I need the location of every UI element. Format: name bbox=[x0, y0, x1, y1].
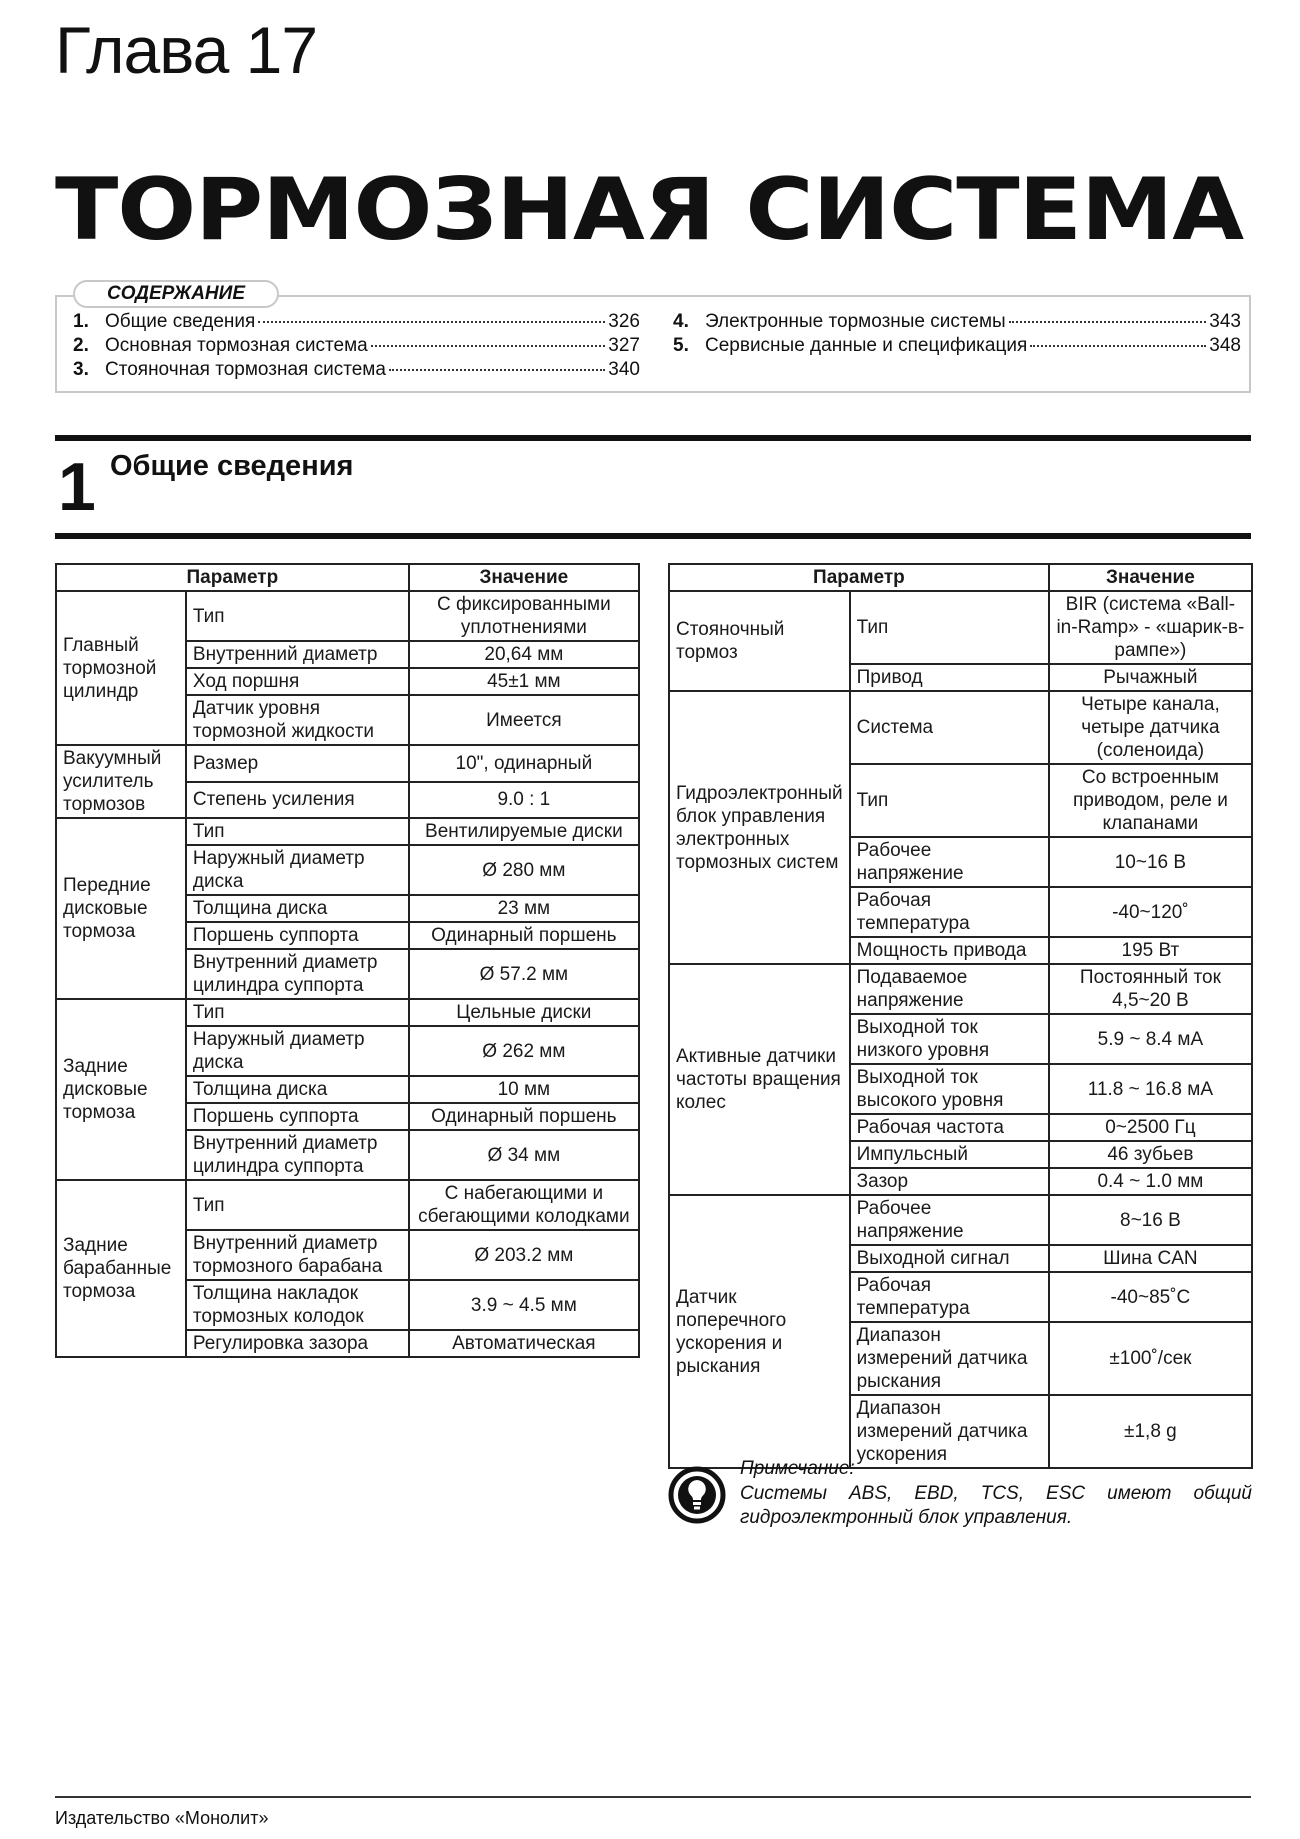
section-number: 1 bbox=[58, 449, 96, 525]
value-cell: 0~2500 Гц bbox=[1049, 1114, 1252, 1141]
param-cell: Рабочая температура bbox=[850, 1272, 1049, 1322]
note-label: Примечание: bbox=[740, 1458, 855, 1479]
param-cell: Внутренний диаметр цилиндра суппорта bbox=[186, 1130, 409, 1180]
param-cell: Поршень суппорта bbox=[186, 922, 409, 949]
param-cell: Степень усиления bbox=[186, 782, 409, 819]
group-cell: Передние дисковые тормоза bbox=[56, 818, 186, 999]
toc-entry-number: 4. bbox=[673, 311, 689, 332]
value-cell: Со встроенным приводом, реле и клапанами bbox=[1049, 764, 1252, 837]
value-cell: Ø 203.2 мм bbox=[409, 1230, 639, 1280]
toc-entry-text: Электронные тормозные системы bbox=[705, 311, 1006, 332]
param-cell: Рабочая температура bbox=[850, 887, 1049, 937]
param-cell: Диапазон измерений датчика рыскания bbox=[850, 1322, 1049, 1395]
param-cell: Рабочее напряжение bbox=[850, 837, 1049, 887]
param-cell: Наружный диаметр диска bbox=[186, 1026, 409, 1076]
toc-leader bbox=[258, 321, 605, 323]
table-row bbox=[669, 591, 1252, 664]
value-cell: BIR (система «Ball-in-Ramp» - «шарик-в-рампе») bbox=[1049, 591, 1252, 664]
toc-entry-number: 3. bbox=[73, 359, 89, 380]
value-cell: С фиксированными уплотнениями bbox=[409, 591, 639, 641]
value-cell: 10~16 В bbox=[1049, 837, 1252, 887]
value-cell: Имеется bbox=[409, 695, 639, 745]
column-header-value: Значение bbox=[1049, 564, 1252, 591]
value-cell: 195 Вт bbox=[1049, 937, 1252, 964]
param-cell: Подаваемое напряжение bbox=[850, 964, 1049, 1014]
column-header-param: Параметр bbox=[669, 564, 1049, 591]
group-cell: Гидроэлектронный блок управления электронных тормозных систем bbox=[669, 691, 850, 964]
toc-entry-page: 327 bbox=[608, 335, 640, 356]
table-row bbox=[56, 999, 639, 1026]
section-title: Общие сведения bbox=[110, 450, 354, 482]
value-cell: Одинарный поршень bbox=[409, 1103, 639, 1130]
toc-entry[interactable] bbox=[673, 335, 1241, 359]
value-cell: С набегающими и сбегающими колодками bbox=[409, 1180, 639, 1230]
param-cell: Толщина диска bbox=[186, 895, 409, 922]
param-cell: Мощность привода bbox=[850, 937, 1049, 964]
group-cell: Активные датчики частоты вращения колес bbox=[669, 964, 850, 1195]
section-rule-bottom bbox=[55, 533, 1251, 539]
param-cell: Тип bbox=[186, 591, 409, 641]
group-cell: Датчик поперечного ускорения и рыскания bbox=[669, 1195, 850, 1468]
value-cell: 46 зубьев bbox=[1049, 1141, 1252, 1168]
value-cell: 8~16 В bbox=[1049, 1195, 1252, 1245]
section-rule-top bbox=[55, 435, 1251, 441]
toc-entry-number: 5. bbox=[673, 335, 689, 356]
toc-entry-page: 340 bbox=[608, 359, 640, 380]
value-cell: 0.4 ~ 1.0 мм bbox=[1049, 1168, 1252, 1195]
param-cell: Поршень суппорта bbox=[186, 1103, 409, 1130]
value-cell: 23 мм bbox=[409, 895, 639, 922]
toc-entry-page: 326 bbox=[608, 311, 640, 332]
toc-leader bbox=[1009, 321, 1207, 323]
value-cell: Ø 262 мм bbox=[409, 1026, 639, 1076]
value-cell: -40~85˚C bbox=[1049, 1272, 1252, 1322]
value-cell: Вентилируемые диски bbox=[409, 818, 639, 845]
param-cell: Привод bbox=[850, 664, 1049, 691]
footer-publisher: Издательство «Монолит» bbox=[55, 1808, 269, 1828]
value-cell: ±100˚/сек bbox=[1049, 1322, 1252, 1395]
note-text: Системы ABS, EBD, TCS, ESC имеют общий гидроэлектронный блок управления. bbox=[740, 1483, 1252, 1528]
param-cell: Тип bbox=[850, 764, 1049, 837]
spec-table-left bbox=[55, 563, 640, 1358]
toc-leader bbox=[371, 345, 606, 347]
table-row bbox=[56, 745, 639, 782]
value-cell: 9.0 : 1 bbox=[409, 782, 639, 819]
group-cell: Задние барабанные тормоза bbox=[56, 1180, 186, 1357]
value-cell: Шина CAN bbox=[1049, 1245, 1252, 1272]
value-cell: Ø 280 мм bbox=[409, 845, 639, 895]
param-cell: Толщина накладок тормозных колодок bbox=[186, 1280, 409, 1330]
param-cell: Диапазон измерений датчика ускорения bbox=[850, 1395, 1049, 1468]
toc-entry-page: 348 bbox=[1209, 335, 1241, 356]
value-cell: Рычажный bbox=[1049, 664, 1252, 691]
table-of-contents bbox=[55, 283, 1251, 393]
param-cell: Тип bbox=[186, 818, 409, 845]
value-cell: 5.9 ~ 8.4 мА bbox=[1049, 1014, 1252, 1064]
toc-entry-text: Основная тормозная система bbox=[105, 335, 368, 356]
param-cell: Зазор bbox=[850, 1168, 1049, 1195]
value-cell: 45±1 мм bbox=[409, 668, 639, 695]
toc-leader bbox=[1030, 345, 1206, 347]
value-cell: 10", одинарный bbox=[409, 745, 639, 782]
toc-entry[interactable] bbox=[73, 335, 640, 359]
table-header-row bbox=[669, 564, 1252, 591]
spec-table-right bbox=[668, 563, 1253, 1469]
param-cell: Внутренний диаметр bbox=[186, 641, 409, 668]
toc-column-right bbox=[673, 311, 1241, 359]
param-cell: Толщина диска bbox=[186, 1076, 409, 1103]
param-cell: Внутренний диаметр тормозного барабана bbox=[186, 1230, 409, 1280]
value-cell: 10 мм bbox=[409, 1076, 639, 1103]
param-cell: Рабочее напряжение bbox=[850, 1195, 1049, 1245]
value-cell: Ø 57.2 мм bbox=[409, 949, 639, 999]
param-cell: Размер bbox=[186, 745, 409, 782]
table-row bbox=[56, 591, 639, 641]
page-title: ТОРМОЗНАЯ СИСТЕМА bbox=[55, 160, 1244, 260]
param-cell: Датчик уровня тормозной жидкости bbox=[186, 695, 409, 745]
param-cell: Выходной ток высокого уровня bbox=[850, 1064, 1049, 1114]
toc-entry[interactable] bbox=[73, 359, 640, 383]
toc-entry[interactable] bbox=[673, 311, 1241, 335]
chapter-heading: Глава 17 bbox=[55, 13, 318, 87]
group-cell: Задние дисковые тормоза bbox=[56, 999, 186, 1180]
value-cell: 11.8 ~ 16.8 мА bbox=[1049, 1064, 1252, 1114]
column-header-value: Значение bbox=[409, 564, 639, 591]
value-cell: Постоянный ток 4,5~20 В bbox=[1049, 964, 1252, 1014]
value-cell: 3.9 ~ 4.5 мм bbox=[409, 1280, 639, 1330]
param-cell: Наружный диаметр диска bbox=[186, 845, 409, 895]
toc-label: СОДЕРЖАНИЕ bbox=[73, 280, 279, 308]
param-cell: Выходной ток низкого уровня bbox=[850, 1014, 1049, 1064]
value-cell: Цельные диски bbox=[409, 999, 639, 1026]
param-cell: Тип bbox=[186, 1180, 409, 1230]
param-cell: Импульсный bbox=[850, 1141, 1049, 1168]
param-cell: Ход поршня bbox=[186, 668, 409, 695]
table-row bbox=[669, 964, 1252, 1014]
toc-entry-number: 1. bbox=[73, 311, 89, 332]
value-cell: Одинарный поршень bbox=[409, 922, 639, 949]
group-cell: Главный тормозной цилиндр bbox=[56, 591, 186, 745]
footer-rule bbox=[55, 1796, 1251, 1798]
param-cell: Рабочая частота bbox=[850, 1114, 1049, 1141]
param-cell: Внутренний диаметр цилиндра суппорта bbox=[186, 949, 409, 999]
table-row bbox=[669, 1195, 1252, 1245]
toc-entry-text: Стояночная тормозная система bbox=[105, 359, 386, 380]
toc-column-left bbox=[73, 311, 640, 383]
toc-leader bbox=[389, 369, 605, 371]
value-cell: -40~120˚ bbox=[1049, 887, 1252, 937]
toc-entry-number: 2. bbox=[73, 335, 89, 356]
toc-entry[interactable] bbox=[73, 311, 640, 335]
value-cell: Автоматическая bbox=[409, 1330, 639, 1357]
lightbulb-icon bbox=[668, 1466, 726, 1524]
table-row bbox=[56, 1180, 639, 1230]
toc-entry-page: 343 bbox=[1209, 311, 1241, 332]
param-cell: Система bbox=[850, 691, 1049, 764]
table-row bbox=[56, 818, 639, 845]
value-cell: 20,64 мм bbox=[409, 641, 639, 668]
group-cell: Стояночный тормоз bbox=[669, 591, 850, 691]
param-cell: Тип bbox=[186, 999, 409, 1026]
value-cell: Четыре канала, четыре датчика (соленоида) bbox=[1049, 691, 1252, 764]
param-cell: Регулировка зазора bbox=[186, 1330, 409, 1357]
table-header-row bbox=[56, 564, 639, 591]
table-row bbox=[669, 691, 1252, 764]
param-cell: Тип bbox=[850, 591, 1049, 664]
group-cell: Вакуумный усилитель тормозов bbox=[56, 745, 186, 818]
toc-entry-text: Общие сведения bbox=[105, 311, 256, 332]
toc-entry-text: Сервисные данные и спецификация bbox=[705, 335, 1028, 356]
column-header-param: Параметр bbox=[56, 564, 409, 591]
value-cell: ±1,8 g bbox=[1049, 1395, 1252, 1468]
param-cell: Выходной сигнал bbox=[850, 1245, 1049, 1272]
value-cell: Ø 34 мм bbox=[409, 1130, 639, 1180]
